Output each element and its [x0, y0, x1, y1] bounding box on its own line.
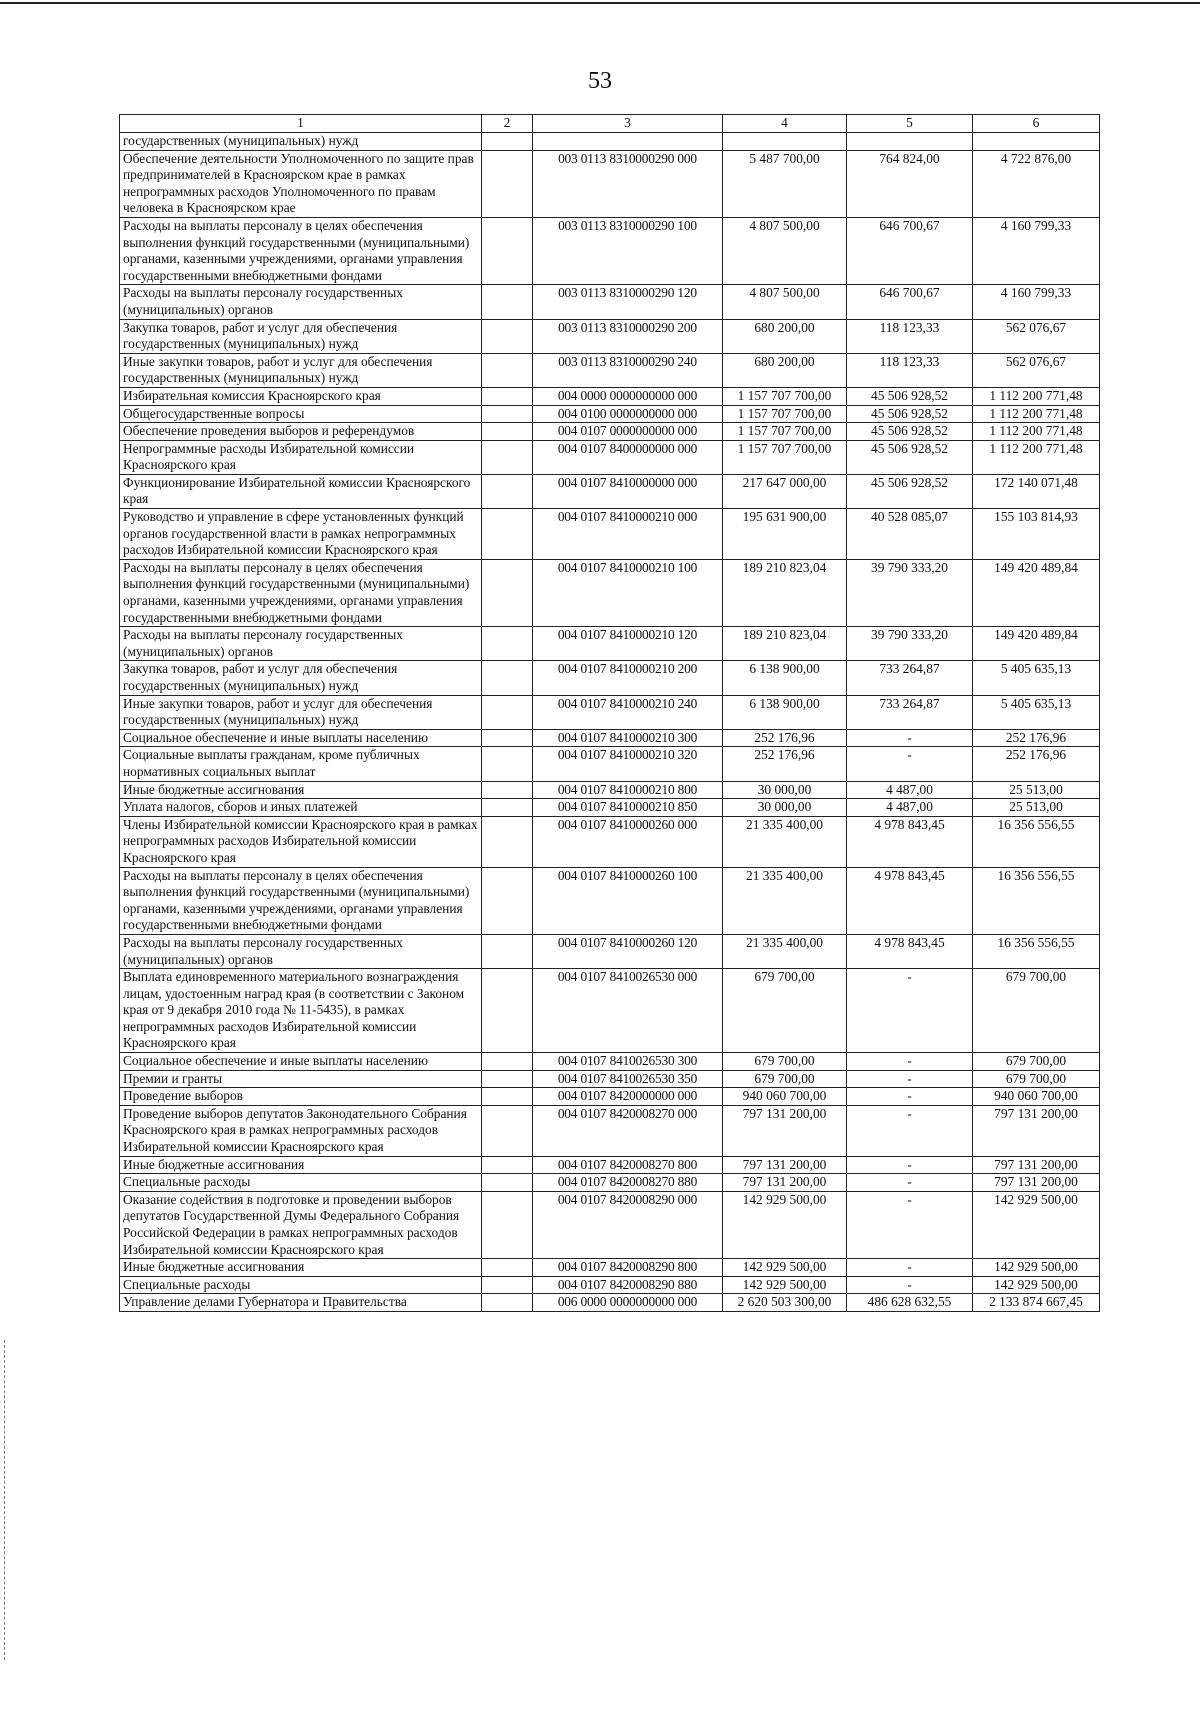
plan-amount: 21 335 400,00 [723, 816, 847, 867]
budget-code [533, 133, 723, 151]
row-column-2 [482, 1276, 533, 1294]
remaining-amount: 4 160 799,33 [973, 217, 1100, 284]
plan-amount: 5 487 700,00 [723, 150, 847, 217]
remaining-amount: 562 076,67 [973, 319, 1100, 353]
executed-amount: - [847, 1088, 973, 1106]
row-description: Оказание содействия в подготовке и проведении выборов депутатов Государственной Думы Федерального Собрания Российской Федерации в рамках непрограммных расходов Избирательной комиссии Красноярского края [120, 1191, 482, 1258]
row-description: Социальные выплаты гражданам, кроме публичных нормативных социальных выплат [120, 747, 482, 781]
budget-code: 004 0107 8410000260 120 [533, 934, 723, 968]
executed-amount: - [847, 1191, 973, 1258]
remaining-amount: 252 176,96 [973, 747, 1100, 781]
budget-code: 004 0107 8410000210 120 [533, 627, 723, 661]
row-column-2 [482, 387, 533, 405]
budget-code: 004 0107 8410000210 800 [533, 781, 723, 799]
row-description: Специальные расходы [120, 1276, 482, 1294]
executed-amount: - [847, 1174, 973, 1192]
remaining-amount: 155 103 814,93 [973, 509, 1100, 560]
remaining-amount: 142 929 500,00 [973, 1259, 1100, 1277]
row-description: Иные закупки товаров, работ и услуг для обеспечения государственных (муниципальных) нужд [120, 695, 482, 729]
remaining-amount: 142 929 500,00 [973, 1191, 1100, 1258]
remaining-amount: 5 405 635,13 [973, 661, 1100, 695]
executed-amount: 45 506 928,52 [847, 387, 973, 405]
executed-amount: 4 978 843,45 [847, 867, 973, 934]
executed-amount: 646 700,67 [847, 285, 973, 319]
row-column-2 [482, 747, 533, 781]
plan-amount: 30 000,00 [723, 781, 847, 799]
row-description: Расходы на выплаты персоналу в целях обеспечения выполнения функций государственными (муниципальными) органами, казенными учреждениями, органами управления государственными внебюджетными фондами [120, 867, 482, 934]
row-column-2 [482, 1174, 533, 1192]
remaining-amount: 1 112 200 771,48 [973, 440, 1100, 474]
remaining-amount: 797 131 200,00 [973, 1174, 1100, 1192]
row-column-2 [482, 217, 533, 284]
plan-amount: 252 176,96 [723, 729, 847, 747]
budget-code: 004 0000 0000000000 000 [533, 387, 723, 405]
table-body [120, 133, 1100, 1312]
row-column-2 [482, 1053, 533, 1071]
remaining-amount: 5 405 635,13 [973, 695, 1100, 729]
table-row [120, 1156, 1100, 1174]
column-header: 5 [847, 115, 973, 133]
remaining-amount: 172 140 071,48 [973, 474, 1100, 508]
row-description: Расходы на выплаты персоналу государственных (муниципальных) органов [120, 934, 482, 968]
remaining-amount: 16 356 556,55 [973, 934, 1100, 968]
remaining-amount: 679 700,00 [973, 969, 1100, 1053]
plan-amount: 2 620 503 300,00 [723, 1294, 847, 1312]
plan-amount: 679 700,00 [723, 969, 847, 1053]
table-row [120, 285, 1100, 319]
row-description: Специальные расходы [120, 1174, 482, 1192]
remaining-amount: 25 513,00 [973, 781, 1100, 799]
executed-amount: - [847, 1105, 973, 1156]
row-column-2 [482, 695, 533, 729]
executed-amount: 646 700,67 [847, 217, 973, 284]
row-description: Социальное обеспечение и иные выплаты населению [120, 1053, 482, 1071]
top-border-line [0, 2, 1200, 4]
row-column-2 [482, 867, 533, 934]
row-column-2 [482, 781, 533, 799]
executed-amount: - [847, 729, 973, 747]
row-description: Проведение выборов [120, 1088, 482, 1106]
budget-code: 004 0107 8410000210 200 [533, 661, 723, 695]
plan-amount: 797 131 200,00 [723, 1174, 847, 1192]
remaining-amount: 16 356 556,55 [973, 816, 1100, 867]
executed-amount: - [847, 1276, 973, 1294]
remaining-amount: 142 929 500,00 [973, 1276, 1100, 1294]
row-column-2 [482, 285, 533, 319]
budget-code: 004 0107 8410026530 350 [533, 1070, 723, 1088]
row-description: Расходы на выплаты персоналу государственных (муниципальных) органов [120, 627, 482, 661]
budget-code: 004 0107 8410000210 240 [533, 695, 723, 729]
budget-code: 004 0107 0000000000 000 [533, 423, 723, 441]
budget-code: 004 0107 8420008290 000 [533, 1191, 723, 1258]
budget-code: 004 0107 8420008270 800 [533, 1156, 723, 1174]
executed-amount: 733 264,87 [847, 695, 973, 729]
remaining-amount: 797 131 200,00 [973, 1156, 1100, 1174]
row-description: Непрограммные расходы Избирательной комиссии Красноярского края [120, 440, 482, 474]
row-column-2 [482, 729, 533, 747]
row-description: Иные бюджетные ассигнования [120, 781, 482, 799]
budget-code: 003 0113 8310000290 000 [533, 150, 723, 217]
budget-code: 004 0107 8410026530 300 [533, 1053, 723, 1071]
executed-amount: 39 790 333,20 [847, 627, 973, 661]
table-row [120, 1088, 1100, 1106]
plan-amount: 21 335 400,00 [723, 934, 847, 968]
plan-amount [723, 133, 847, 151]
row-column-2 [482, 423, 533, 441]
table-row [120, 353, 1100, 387]
remaining-amount: 679 700,00 [973, 1053, 1100, 1071]
row-description: Расходы на выплаты персоналу в целях обеспечения выполнения функций государственными (муниципальными) органами, казенными учреждениями, органами управления государственными внебюджетными фондами [120, 217, 482, 284]
table-row [120, 695, 1100, 729]
remaining-amount: 679 700,00 [973, 1070, 1100, 1088]
row-description: Закупка товаров, работ и услуг для обеспечения государственных (муниципальных) нужд [120, 661, 482, 695]
executed-amount: 4 487,00 [847, 799, 973, 817]
budget-code: 003 0113 8310000290 200 [533, 319, 723, 353]
column-header: 3 [533, 115, 723, 133]
row-description: Расходы на выплаты персоналу государственных (муниципальных) органов [120, 285, 482, 319]
row-column-2 [482, 661, 533, 695]
remaining-amount [973, 133, 1100, 151]
table-row [120, 1053, 1100, 1071]
executed-amount: - [847, 969, 973, 1053]
plan-amount: 680 200,00 [723, 319, 847, 353]
row-column-2 [482, 1294, 533, 1312]
table-row [120, 627, 1100, 661]
table-row [120, 405, 1100, 423]
remaining-amount: 1 112 200 771,48 [973, 405, 1100, 423]
plan-amount: 252 176,96 [723, 747, 847, 781]
row-description: государственных (муниципальных) нужд [120, 133, 482, 151]
plan-amount: 142 929 500,00 [723, 1276, 847, 1294]
executed-amount: 45 506 928,52 [847, 423, 973, 441]
budget-code: 003 0113 8310000290 120 [533, 285, 723, 319]
table-row [120, 559, 1100, 626]
table-row [120, 509, 1100, 560]
table-row [120, 423, 1100, 441]
row-column-2 [482, 1070, 533, 1088]
table-row [120, 781, 1100, 799]
remaining-amount: 1 112 200 771,48 [973, 423, 1100, 441]
executed-amount: 118 123,33 [847, 319, 973, 353]
budget-code: 004 0107 8420008270 880 [533, 1174, 723, 1192]
row-column-2 [482, 559, 533, 626]
executed-amount [847, 133, 973, 151]
table-row [120, 934, 1100, 968]
plan-amount: 679 700,00 [723, 1053, 847, 1071]
row-column-2 [482, 934, 533, 968]
row-description: Проведение выборов депутатов Законодательного Собрания Красноярского края в рамках непрограммных расходов Избирательной комиссии Красноярского края [120, 1105, 482, 1156]
executed-amount: - [847, 747, 973, 781]
executed-amount: 4 487,00 [847, 781, 973, 799]
remaining-amount: 149 420 489,84 [973, 559, 1100, 626]
plan-amount: 1 157 707 700,00 [723, 387, 847, 405]
row-column-2 [482, 816, 533, 867]
remaining-amount: 4 722 876,00 [973, 150, 1100, 217]
remaining-amount: 149 420 489,84 [973, 627, 1100, 661]
executed-amount: - [847, 1053, 973, 1071]
table-row [120, 969, 1100, 1053]
column-header: 1 [120, 115, 482, 133]
budget-code: 004 0107 8420008290 800 [533, 1259, 723, 1277]
row-column-2 [482, 353, 533, 387]
row-column-2 [482, 799, 533, 817]
row-column-2 [482, 1156, 533, 1174]
row-description: Иные закупки товаров, работ и услуг для обеспечения государственных (муниципальных) нужд [120, 353, 482, 387]
budget-code: 003 0113 8310000290 100 [533, 217, 723, 284]
executed-amount: 40 528 085,07 [847, 509, 973, 560]
table-row [120, 816, 1100, 867]
budget-code: 004 0107 8420008270 000 [533, 1105, 723, 1156]
row-description: Уплата налогов, сборов и иных платежей [120, 799, 482, 817]
table-row [120, 1294, 1100, 1312]
row-column-2 [482, 133, 533, 151]
table-row [120, 1105, 1100, 1156]
executed-amount: 45 506 928,52 [847, 474, 973, 508]
executed-amount: 45 506 928,52 [847, 405, 973, 423]
row-description: Управление делами Губернатора и Правительства [120, 1294, 482, 1312]
budget-code: 004 0107 8410000210 000 [533, 509, 723, 560]
plan-amount: 6 138 900,00 [723, 661, 847, 695]
row-description: Руководство и управление в сфере установленных функций органов государственной власти в рамках непрограммных расходов Избирательной комиссии Красноярского края [120, 509, 482, 560]
plan-amount: 797 131 200,00 [723, 1156, 847, 1174]
plan-amount: 142 929 500,00 [723, 1191, 847, 1258]
executed-amount: 486 628 632,55 [847, 1294, 973, 1312]
executed-amount: 4 978 843,45 [847, 816, 973, 867]
budget-code: 004 0107 8420000000 000 [533, 1088, 723, 1106]
remaining-amount: 4 160 799,33 [973, 285, 1100, 319]
margin-mark [4, 1340, 5, 1660]
row-column-2 [482, 405, 533, 423]
executed-amount: - [847, 1070, 973, 1088]
remaining-amount: 940 060 700,00 [973, 1088, 1100, 1106]
header-row [120, 115, 1100, 133]
table-row [120, 217, 1100, 284]
plan-amount: 1 157 707 700,00 [723, 405, 847, 423]
page-number: 53 [588, 68, 612, 94]
plan-amount: 189 210 823,04 [723, 559, 847, 626]
table-row [120, 387, 1100, 405]
column-header: 6 [973, 115, 1100, 133]
plan-amount: 1 157 707 700,00 [723, 423, 847, 441]
table-row [120, 150, 1100, 217]
row-description: Обеспечение деятельности Уполномоченного по защите прав предпринимателей в Красноярском крае в рамках непрограммных расходов Уполномоченного по правам человека в Красноярском крае [120, 150, 482, 217]
table-row [120, 319, 1100, 353]
plan-amount: 4 807 500,00 [723, 285, 847, 319]
budget-code: 004 0107 8410000000 000 [533, 474, 723, 508]
remaining-amount: 797 131 200,00 [973, 1105, 1100, 1156]
table-row [120, 1276, 1100, 1294]
executed-amount: 4 978 843,45 [847, 934, 973, 968]
plan-amount: 195 631 900,00 [723, 509, 847, 560]
row-column-2 [482, 150, 533, 217]
budget-code: 004 0107 8410000260 100 [533, 867, 723, 934]
remaining-amount: 25 513,00 [973, 799, 1100, 817]
table-row [120, 1070, 1100, 1088]
budget-code: 004 0107 8410000210 320 [533, 747, 723, 781]
remaining-amount: 252 176,96 [973, 729, 1100, 747]
plan-amount: 21 335 400,00 [723, 867, 847, 934]
executed-amount: 45 506 928,52 [847, 440, 973, 474]
table-row [120, 867, 1100, 934]
executed-amount: 733 264,87 [847, 661, 973, 695]
plan-amount: 30 000,00 [723, 799, 847, 817]
plan-amount: 4 807 500,00 [723, 217, 847, 284]
row-description: Функционирование Избирательной комиссии Красноярского края [120, 474, 482, 508]
table-row [120, 1191, 1100, 1258]
table-row [120, 661, 1100, 695]
row-column-2 [482, 509, 533, 560]
plan-amount: 217 647 000,00 [723, 474, 847, 508]
plan-amount: 797 131 200,00 [723, 1105, 847, 1156]
plan-amount: 6 138 900,00 [723, 695, 847, 729]
row-column-2 [482, 319, 533, 353]
row-description: Общегосударственные вопросы [120, 405, 482, 423]
budget-code: 003 0113 8310000290 240 [533, 353, 723, 387]
row-description: Выплата единовременного материального вознаграждения лицам, удостоенным наград края (в соответствии с Законом края от 9 декабря 2010 года № 11-5435), в рамках непрограммных расходов Избирательной комиссии Красноярского края [120, 969, 482, 1053]
table-row [120, 799, 1100, 817]
plan-amount: 679 700,00 [723, 1070, 847, 1088]
row-description: Социальное обеспечение и иные выплаты населению [120, 729, 482, 747]
plan-amount: 680 200,00 [723, 353, 847, 387]
table-row [120, 729, 1100, 747]
executed-amount: - [847, 1259, 973, 1277]
row-column-2 [482, 1259, 533, 1277]
executed-amount: 39 790 333,20 [847, 559, 973, 626]
budget-code: 004 0107 8420008290 880 [533, 1276, 723, 1294]
table-row [120, 1259, 1100, 1277]
row-description: Иные бюджетные ассигнования [120, 1259, 482, 1277]
table-row [120, 747, 1100, 781]
row-description: Члены Избирательной комиссии Красноярского края в рамках непрограммных расходов Избирательной комиссии Красноярского края [120, 816, 482, 867]
plan-amount: 142 929 500,00 [723, 1259, 847, 1277]
remaining-amount: 1 112 200 771,48 [973, 387, 1100, 405]
budget-code: 006 0000 0000000000 000 [533, 1294, 723, 1312]
row-column-2 [482, 440, 533, 474]
row-column-2 [482, 1105, 533, 1156]
budget-code: 004 0100 0000000000 000 [533, 405, 723, 423]
row-column-2 [482, 1191, 533, 1258]
column-header: 2 [482, 115, 533, 133]
budget-code: 004 0107 8410000210 850 [533, 799, 723, 817]
row-description: Расходы на выплаты персоналу в целях обеспечения выполнения функций государственными (муниципальными) органами, казенными учреждениями, органами управления государственными внебюджетными фондами [120, 559, 482, 626]
table-row [120, 1174, 1100, 1192]
row-description: Премии и гранты [120, 1070, 482, 1088]
remaining-amount: 2 133 874 667,45 [973, 1294, 1100, 1312]
row-description: Закупка товаров, работ и услуг для обеспечения государственных (муниципальных) нужд [120, 319, 482, 353]
column-header: 4 [723, 115, 847, 133]
plan-amount: 189 210 823,04 [723, 627, 847, 661]
row-description: Обеспечение проведения выборов и референдумов [120, 423, 482, 441]
plan-amount: 1 157 707 700,00 [723, 440, 847, 474]
budget-code: 004 0107 8410000210 300 [533, 729, 723, 747]
row-description: Избирательная комиссия Красноярского края [120, 387, 482, 405]
row-column-2 [482, 627, 533, 661]
remaining-amount: 16 356 556,55 [973, 867, 1100, 934]
budget-code: 004 0107 8410000210 100 [533, 559, 723, 626]
table-row [120, 133, 1100, 151]
table-row [120, 474, 1100, 508]
table-row [120, 440, 1100, 474]
plan-amount: 940 060 700,00 [723, 1088, 847, 1106]
executed-amount: 764 824,00 [847, 150, 973, 217]
executed-amount: 118 123,33 [847, 353, 973, 387]
budget-table [119, 114, 1100, 1312]
row-description: Иные бюджетные ассигнования [120, 1156, 482, 1174]
remaining-amount: 562 076,67 [973, 353, 1100, 387]
budget-code: 004 0107 8410026530 000 [533, 969, 723, 1053]
row-column-2 [482, 1088, 533, 1106]
budget-code: 004 0107 8400000000 000 [533, 440, 723, 474]
budget-code: 004 0107 8410000260 000 [533, 816, 723, 867]
row-column-2 [482, 474, 533, 508]
row-column-2 [482, 969, 533, 1053]
executed-amount: - [847, 1156, 973, 1174]
